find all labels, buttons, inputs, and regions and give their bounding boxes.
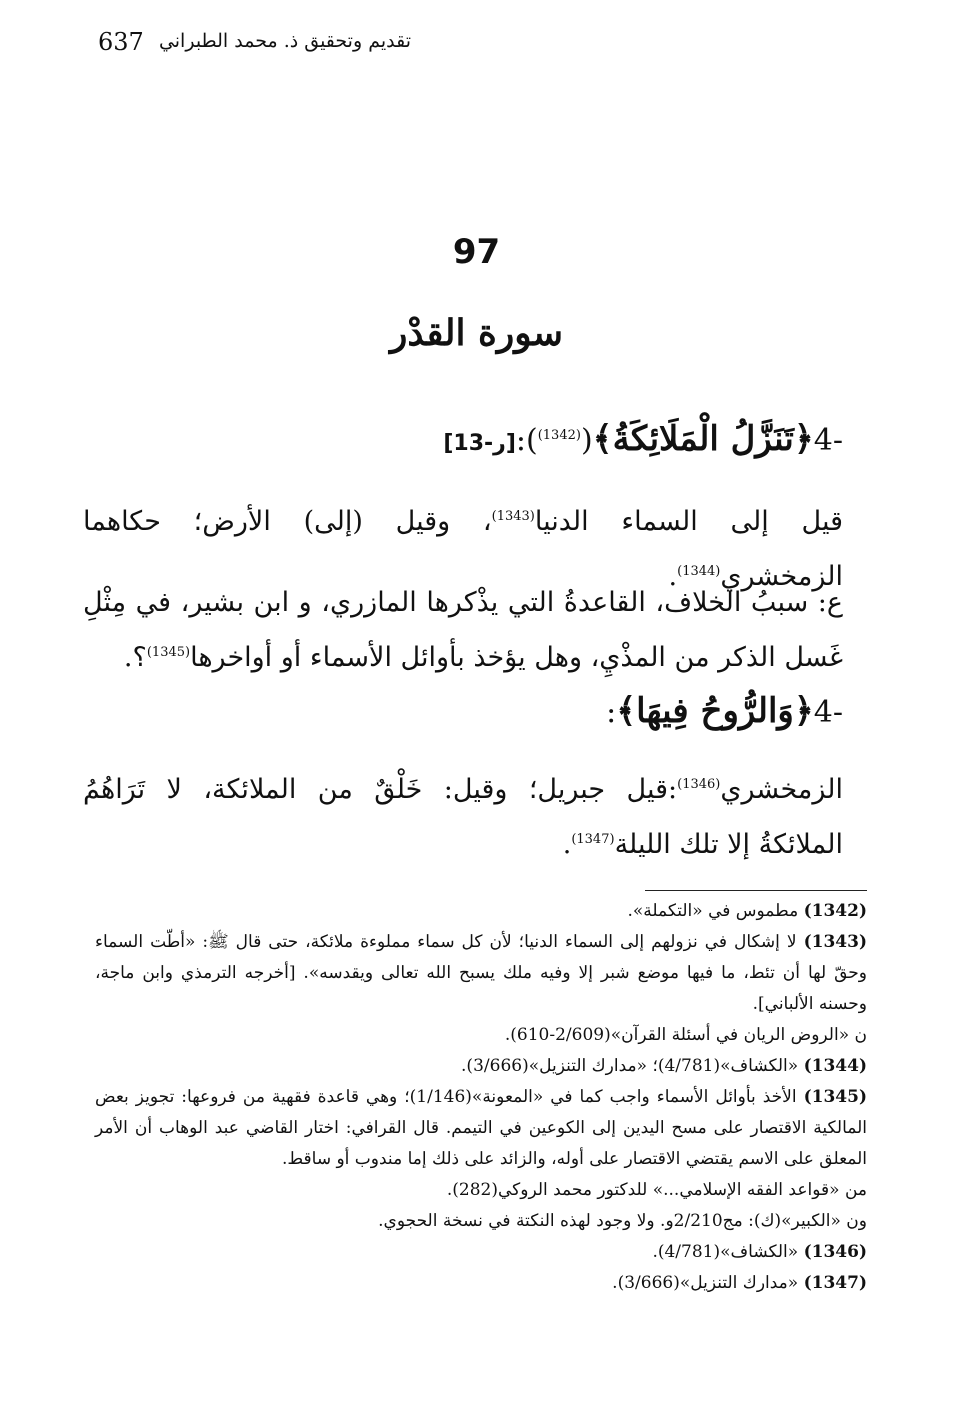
verse-reference: [ر-13] — [443, 431, 516, 456]
surah-title: سورة القدْر — [389, 312, 563, 354]
footnote-source — [95, 1206, 867, 1237]
footnote — [95, 1051, 867, 1082]
footnote — [95, 1082, 867, 1175]
footnote — [95, 896, 867, 927]
footnote-ref: (1345) — [146, 645, 191, 660]
paragraph-text: الزمخشري — [720, 774, 843, 805]
paren-open: ( — [580, 423, 593, 458]
verse-number: 4- — [813, 423, 843, 458]
footnote-source — [95, 1020, 867, 1051]
verse-heading — [606, 690, 843, 731]
verse-heading: 4-﴿تَنَزَّلُ الْمَلَائِكَةُ﴾($^{(1342)}$):[ر-13] — [443, 419, 843, 459]
page-number: 637 — [98, 28, 144, 56]
footnote-number: (1344) — [803, 1056, 867, 1076]
footnotes — [95, 896, 867, 1299]
surah-number: 97 — [452, 232, 501, 272]
paragraph-text: . — [668, 561, 678, 592]
commentary-paragraph — [83, 578, 843, 683]
footnote-number: (1343) — [803, 932, 867, 952]
footnote-source — [95, 1175, 867, 1206]
paragraph-text: ؟. — [123, 642, 147, 673]
footnote — [95, 1268, 867, 1299]
footnote-text: الأخذ بأوائل الأسماء واجب كما في «المعونة»(1/146)؛ وهي قاعدة فقهية من فروعها: تجويز بعض المالكية الاقتصار على مسح اليدين إلى الكوعين في التيمم. قال القرافي: اختار القاضي عبد الوهاب أن الأمر المعلق على الاسم يقتضي الاقتصار على أوله، والزائد على ذلك إما مندوب أو ساقط. — [95, 1087, 867, 1169]
footnote-text: «مدارك التنزيل»(3/666). — [612, 1273, 799, 1293]
footnote-ref: (1342) — [537, 428, 581, 443]
footnote-ref: (1346) — [677, 777, 721, 792]
footnote-ref: (1347) — [571, 832, 615, 847]
quran-text: ﴿تَنَزَّلُ الْمَلَائِكَةُ﴾ — [592, 419, 814, 459]
footnote-text: مطموس في «التكملة». — [627, 901, 799, 921]
footnote — [95, 1237, 867, 1268]
verse-number: 4- — [813, 695, 843, 730]
footnote-divider — [645, 890, 867, 891]
paren-close: ) — [525, 423, 538, 458]
footnote-number: (1345) — [803, 1087, 867, 1107]
footnote-number: (1346) — [803, 1242, 867, 1262]
quran-text: ﴿وَالرُّوحُ فِيهَا﴾ — [616, 691, 814, 731]
footnote-text: من «قواعد الفقه الإسلامي...» للدكتور محمد الروكي(282). — [446, 1180, 867, 1200]
colon: : — [606, 695, 617, 730]
paragraph-text: . — [562, 829, 572, 860]
footnote-ref: (1343) — [491, 509, 535, 524]
footnote-text: ون «الكبير»(ك): مج2/210و. ولا وجود لهذه النكتة في نسخة الحجوي. — [378, 1211, 867, 1231]
footnote-text: ن «الروض الريان في أسئلة القرآن»(2/609-610). — [504, 1025, 867, 1045]
paragraph-text: ، وقيل (إلى) الأرض؛ حكاهما الزمخشري — [83, 506, 843, 592]
footnote-text: «الكشاف»(4/781). — [652, 1242, 799, 1262]
running-header: تقديم وتحقيق ذ. محمد الطبراني — [158, 30, 411, 52]
paragraph-text: قيل إلى السماء الدنيا — [534, 506, 843, 537]
footnote-number: (1347) — [803, 1273, 867, 1293]
footnote-text: «الكشاف»(4/781)؛ «مدارك التنزيل»(3/666). — [461, 1056, 799, 1076]
paragraph-text: ع: سببُ الخلاف، القاعدةُ التي يذْكرها المازري، و ابن بشير، في مِثْلِ غَسل الذكر من المذْيِ، وهل يؤخذ بأوائل الأسماء أو أواخرها — [83, 587, 843, 673]
paragraph-text: :قيل جبريل؛ وقيل: خَلْقٌ من الملائكة، لا تَرَاهُمُ الملائكةُ إلا تلك الليلة — [83, 774, 843, 860]
footnote — [95, 927, 867, 1020]
footnote-number: (1342) — [803, 901, 867, 921]
footnote-text: لا إشكال في نزولهم إلى السماء الدنيا؛ لأن كل سماء مملوءة ملائكة، حتى قال ﷺ: «أطّت السماء وحقّ لها أن تئط، ما فيها موضع شبر إلا وفيه ملك يسبح الله تعالى ويقدسه». [أخرجه الترمذي وابن ماجة، وحسنه الألباني]. — [95, 932, 867, 1014]
commentary-paragraph — [83, 760, 843, 870]
footnote-ref: (1344) — [677, 564, 721, 579]
